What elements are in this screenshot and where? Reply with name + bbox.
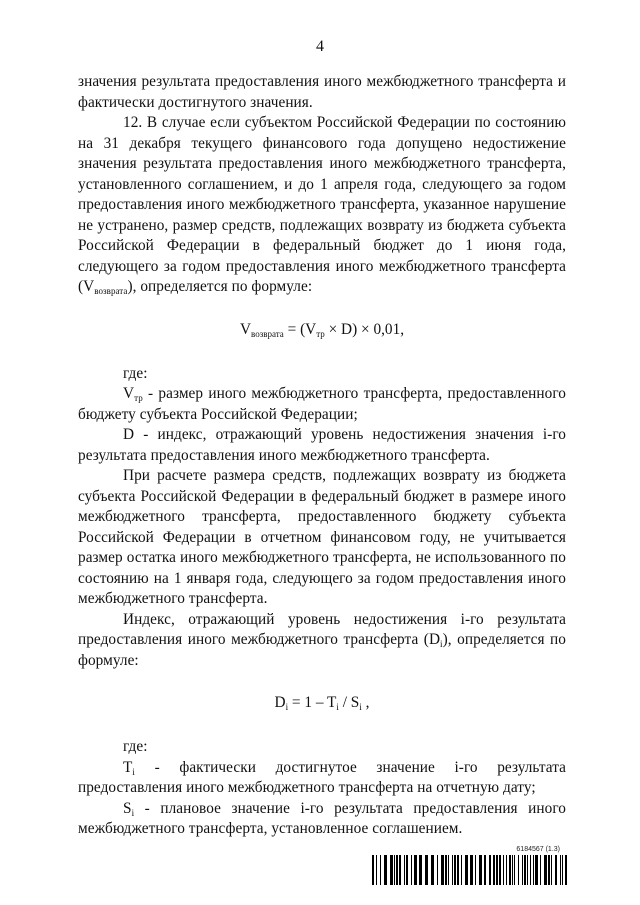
paragraph-calculation: При расчете размера средств, подлежащих возврату из бюджета субъекта Российской Федерации в федеральный бюджет в размере иного межбюджетного трансферта, предоставленного бюджету субъекта Российской Федерации в отчетном финансовом году, не учитывается размер остатка иного межбюджетного трансферта, не использованного по состоянию на 1 января года, следующего за годом предоставления иного межбюджетного трансферта.	[78, 467, 566, 607]
paragraph-12-text: 12. В случае если субъектом Российской Федерации по состоянию на 31 декабря текущего финансового года допущено недостижение значения результата предоставления иного межбюджетного трансферта, установленного соглашением, и до 1 апреля года, следующего за годом предоставления иного межбюджетного трансферта, указанное нарушение не устранено, размер средств, подлежащих возврату из бюджета субъекта Российской Федерации в федеральный бюджет до 1 июня года, следующего за годом предоставления иного межбюджетного трансферта (V	[78, 114, 566, 295]
formula-index-mid-sub: i	[336, 702, 339, 712]
document-body	[78, 72, 566, 840]
barcode-bar	[406, 855, 408, 885]
barcode-bar	[503, 855, 504, 885]
ti-symbol: T	[123, 758, 133, 776]
barcode-bar	[425, 855, 428, 885]
formula-refund-lhs: V	[239, 320, 251, 338]
definition-ti	[78, 758, 566, 799]
barcode	[372, 855, 568, 885]
barcode-bar	[514, 855, 515, 885]
index-text-end: ), определяется по формуле:	[78, 631, 566, 669]
formula-refund-mid: = (V	[283, 320, 317, 338]
barcode-bar	[522, 855, 523, 885]
barcode-bar	[479, 855, 482, 885]
barcode-bar	[384, 855, 387, 885]
vtr-symbol: V	[123, 385, 135, 402]
definition-vtr	[78, 384, 566, 425]
formula-index-lhs: D	[274, 694, 286, 711]
barcode-bar	[454, 855, 456, 885]
formula-refund-lhs-sub: возврата	[251, 328, 284, 339]
vtr-subscript: тр	[134, 393, 143, 403]
formula-refund-mid-sub: тр	[316, 328, 325, 339]
definition-d: D - индекс, отражающий уровень недостижения значения i-го результата предоставления иного межбюджетного трансферта.	[78, 426, 566, 464]
barcode-bar	[390, 855, 393, 885]
barcode-bar	[411, 855, 412, 885]
barcode-bar	[465, 855, 468, 885]
barcode-bar	[499, 855, 501, 885]
barcode-bar	[448, 855, 449, 885]
barcode-bar	[535, 855, 538, 885]
barcode-bar	[457, 855, 459, 885]
definition-si	[78, 799, 566, 840]
barcode-bar	[445, 855, 447, 885]
barcode-bar	[404, 855, 405, 885]
barcode-bar	[380, 855, 381, 885]
formula-index-div: / S	[338, 694, 360, 711]
barcode-bar	[560, 855, 561, 885]
ti-text: - фактически достигнутое значение i-го результата предоставления иного межбюджетного трансферта на отчетную дату;	[78, 758, 566, 796]
barcode-bar	[530, 855, 531, 885]
barcode-bar	[540, 855, 541, 885]
barcode-bar	[394, 855, 395, 885]
barcode-bar	[512, 855, 513, 885]
barcode-bar	[484, 855, 486, 885]
barcode-bar	[396, 855, 398, 885]
barcode-bar	[419, 855, 422, 885]
si-symbol: S	[123, 799, 132, 817]
barcode-bar	[452, 855, 453, 885]
barcode-bar	[475, 855, 476, 885]
barcode-bar	[493, 855, 495, 885]
barcode-bar	[509, 855, 511, 885]
formula-index-div-sub: i	[359, 702, 362, 712]
page-number: 4	[316, 38, 324, 55]
vtr-text: - размер иного межбюджетного трансферта, предоставленного бюджету субъекта Российской Федерации;	[78, 385, 566, 423]
barcode-bar	[376, 855, 377, 885]
barcode-bar	[555, 855, 557, 885]
barcode-bar	[414, 855, 417, 885]
barcode-bar	[470, 855, 473, 885]
barcode-bar	[565, 855, 567, 885]
barcode-bar	[399, 855, 401, 885]
barcode-bar	[544, 855, 547, 885]
formula-index-lhs-sub: i	[285, 702, 289, 712]
formula-index-end: ,	[361, 694, 370, 711]
si-subscript: i	[131, 807, 135, 818]
barcode-bar	[562, 855, 563, 885]
where-label-1: где:	[123, 364, 148, 382]
barcode-bar	[533, 855, 534, 885]
index-text: Индекс, отражающий уровень недостижения i-го результата предоставления иного межбюджетного трансферта (D	[78, 610, 566, 648]
barcode-id: 6184567 (1.3)	[516, 846, 560, 853]
barcode-bar	[437, 855, 438, 885]
barcode-bar	[527, 855, 528, 885]
barcode-bar	[441, 855, 444, 885]
formula-refund-rhs: × D) × 0,01,	[324, 320, 405, 338]
paragraph-continuation: значения результата предоставления иного межбюджетного трансферта и фактически достигнутого значения.	[78, 73, 566, 111]
barcode-bar	[489, 855, 491, 885]
paragraph-index	[78, 610, 566, 672]
barcode-bar	[551, 855, 552, 885]
formula-index	[78, 693, 566, 713]
index-subscript: i	[440, 639, 443, 649]
barcode-bar	[524, 855, 526, 885]
paragraph-12-end: ), определяется по формуле:	[127, 278, 313, 295]
ti-subscript: i	[132, 766, 135, 777]
barcode-bar	[506, 855, 507, 885]
where-label-2: где:	[123, 738, 148, 755]
barcode-bar	[372, 855, 374, 885]
barcode-bar	[461, 855, 462, 885]
subscript-vozvrata: возврата	[94, 286, 128, 296]
paragraph-12	[78, 113, 566, 298]
barcode-bar	[496, 855, 498, 885]
barcode-bar	[431, 855, 434, 885]
barcode-bar	[548, 855, 550, 885]
formula-index-mid: = 1 – T	[288, 694, 337, 711]
formula-refund	[78, 320, 566, 340]
si-text: - плановое значение i-го результата предоставления иного межбюджетного трансферта, установленное соглашением.	[78, 799, 566, 837]
barcode-bar	[518, 855, 519, 885]
barcode-block	[372, 846, 568, 886]
